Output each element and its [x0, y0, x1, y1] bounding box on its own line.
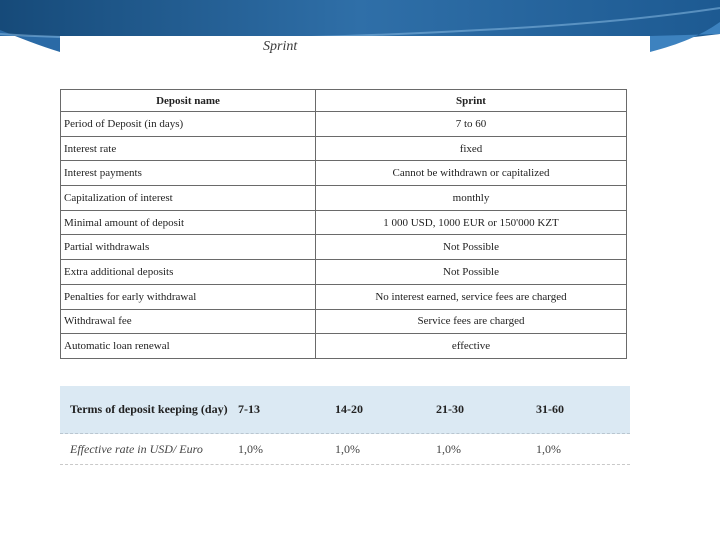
row-value: fixed — [316, 136, 627, 161]
row-value: monthly — [316, 186, 627, 211]
table-row — [61, 260, 627, 285]
row-label: Minimal amount of deposit — [61, 210, 316, 235]
row-value: Cannot be withdrawn or capitalized — [316, 161, 627, 186]
table-row — [61, 136, 627, 161]
row-value: Not Possible — [316, 235, 627, 260]
row-value: Service fees are charged — [316, 309, 627, 334]
effective-rate-value: 1,0% — [436, 441, 461, 456]
row-label: Partial withdrawals — [61, 235, 316, 260]
header-deposit-name: Deposit name — [61, 90, 316, 112]
table-row — [61, 235, 627, 260]
table-row — [61, 334, 627, 359]
effective-rate-value: 1,0% — [536, 441, 561, 456]
header-deposit-value: Sprint — [316, 90, 627, 112]
terms-label: Terms of deposit keeping (day) — [70, 402, 228, 416]
row-label: Extra additional deposits — [61, 260, 316, 285]
row-value: 7 to 60 — [316, 112, 627, 137]
row-value: effective — [316, 334, 627, 359]
table-row — [61, 112, 627, 137]
slide-title: Sprint — [60, 36, 650, 58]
effective-rate-row — [60, 434, 630, 465]
deposit-table — [60, 89, 627, 359]
row-label: Automatic loan renewal — [61, 334, 316, 359]
table-row — [61, 309, 627, 334]
effective-rate-value: 1,0% — [335, 441, 360, 456]
term-period: 31-60 — [536, 402, 564, 416]
table-row — [61, 161, 627, 186]
row-value: 1 000 USD, 1000 EUR or 150'000 KZT — [316, 210, 627, 235]
row-label: Interest payments — [61, 161, 316, 186]
term-period: 7-13 — [238, 402, 260, 416]
term-period: 21-30 — [436, 402, 464, 416]
row-label: Capitalization of interest — [61, 186, 316, 211]
terms-table — [60, 386, 630, 465]
term-period: 14-20 — [335, 402, 363, 416]
deposit-table-header — [61, 90, 627, 112]
row-value: No interest earned, service fees are charged — [316, 284, 627, 309]
table-row — [61, 284, 627, 309]
effective-rate-label: Effective rate in USD/ Euro — [70, 441, 203, 456]
row-value: Not Possible — [316, 260, 627, 285]
terms-header-row — [60, 386, 630, 434]
row-label: Penalties for early withdrawal — [61, 284, 316, 309]
table-row — [61, 186, 627, 211]
row-label: Interest rate — [61, 136, 316, 161]
row-label: Withdrawal fee — [61, 309, 316, 334]
row-label: Period of Deposit (in days) — [61, 112, 316, 137]
table-row — [61, 210, 627, 235]
effective-rate-value: 1,0% — [238, 441, 263, 456]
